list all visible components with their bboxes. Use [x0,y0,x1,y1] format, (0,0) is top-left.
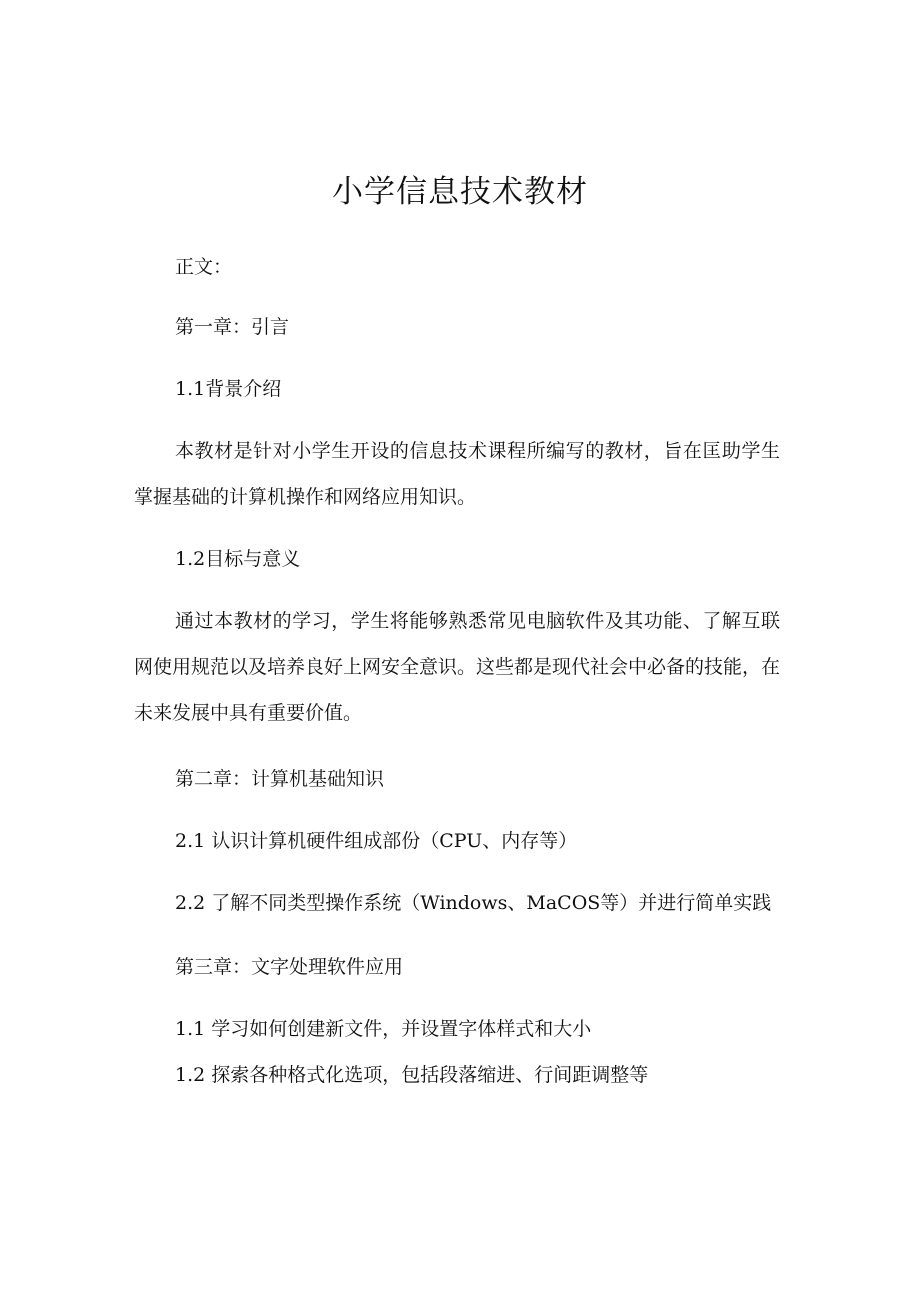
section-1-2-paragraph: 通过本教材的学习，学生将能够熟悉常见电脑软件及其功能、了解互联网使用规范以及培养良好上网安全意识。这些都是现代社会中必备的技能，在未来发展中具有重要价值。 [134,610,781,724]
section-1-2-heading: 1.2目标与意义 [175,548,301,570]
section-1-1-paragraph: 本教材是针对小学生开设的信息技术课程所编写的教材，旨在匡助学生掌握基础的计算机操作和网络应用知识。 [134,440,780,508]
chapter3-item-2: 1.2 探索各种格式化选项，包括段落缩进、行间距调整等 [175,1064,649,1086]
document-title: 小学信息技术教材 [332,174,588,210]
chapter2-heading: 第二章：计算机基础知识 [175,768,385,790]
chapter2-item-1: 2.1 认识计算机硬件组成部份（CPU、内存等） [175,830,578,852]
chapter3-heading: 第三章：文字处理软件应用 [175,956,404,978]
chapter3-item-1: 1.1 学习如何创建新文件，并设置字体样式和大小 [175,1018,592,1040]
body-label: 正文： [175,256,233,278]
chapter1-heading: 第一章：引言 [175,316,290,338]
chapter2-item-2: 2.2 了解不同类型操作系统（Windows、MaCOS等）并进行简单实践 [175,892,772,914]
section-1-1-heading: 1.1背景介绍 [175,378,282,400]
